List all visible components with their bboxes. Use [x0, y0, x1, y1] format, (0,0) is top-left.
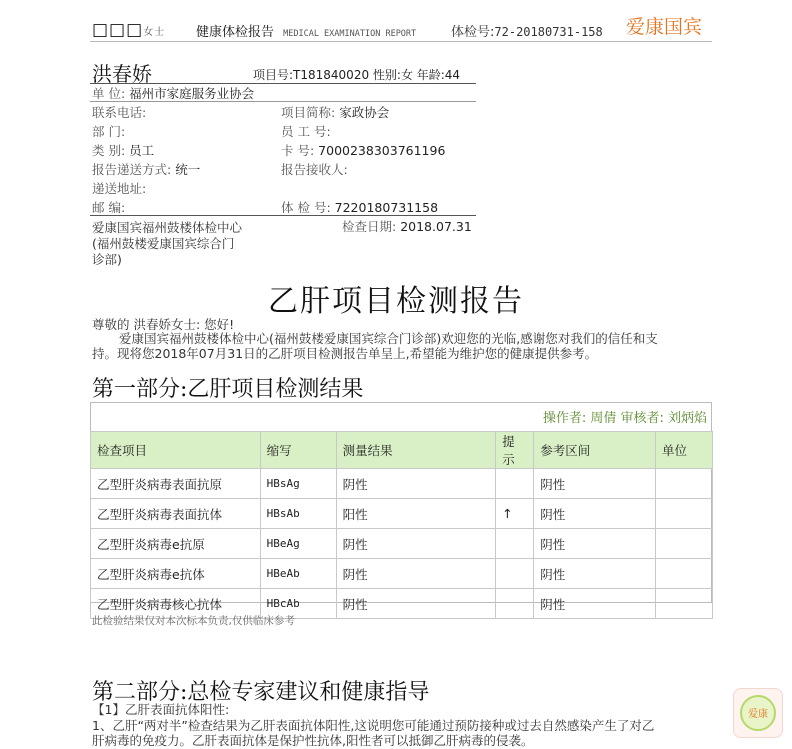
cell-hint: [496, 469, 534, 499]
cell-reference: 阴性: [534, 529, 656, 559]
results-table: [90, 431, 713, 619]
cell-unit: [656, 559, 713, 589]
cell-item: 乙型肝炎病毒e抗原: [91, 529, 261, 559]
unit-value: 福州市家庭服务业协会: [129, 86, 255, 101]
exam-date-row: 检查日期: 2018.07.31: [342, 219, 472, 234]
cell-abbr: HBcAb: [260, 589, 336, 619]
corner-logo: [733, 688, 783, 738]
cell-item: 乙型肝炎病毒表面抗体: [91, 499, 261, 529]
cell-item: 乙型肝炎病毒表面抗原: [91, 469, 261, 499]
col-result: 测量结果: [336, 432, 496, 469]
delivery-row: 报告递送方式: 统一: [92, 162, 201, 177]
section1-title: 第一部分:乙肝项目检测结果: [92, 377, 364, 402]
center-name-line3: 诊部): [92, 252, 122, 267]
cell-hint: [496, 559, 534, 589]
department-row: 部 门:: [92, 124, 126, 139]
table-row: [91, 529, 713, 559]
exam-id-row: 体 检 号: 7220180731158: [281, 200, 439, 215]
cell-item: 乙型肝炎病毒e抗体: [91, 559, 261, 589]
advice-line-2: 肝病毒的免疫力。乙肝表面抗体是保护性抗体,阳性者可以抵御乙肝病毒的侵袭。: [92, 733, 534, 748]
intro-line-2: 持。现将您2018年07月31日的乙肝项目检测报告单呈上,希望能为维护您的健康提供参考。: [92, 346, 598, 361]
header-exam-number: 体检号:72-20180731-158: [451, 25, 603, 40]
receiver-row: 报告接收人:: [281, 162, 348, 177]
col-unit: 单位: [656, 432, 713, 469]
intro-line-1: 爱康国宾福州鼓楼体检中心(福州鼓楼爱康国宾综合门诊部)欢迎您的光临,感谢您对我们的信任和支: [119, 331, 658, 346]
project-line: 项目号:T181840020 性别:女 年龄:44: [253, 68, 461, 82]
category-row: 类 别: 员工: [92, 143, 155, 158]
cell-reference: 阴性: [534, 559, 656, 589]
table-row: [91, 559, 713, 589]
table-row: [91, 469, 713, 499]
cell-abbr: HBeAb: [260, 559, 336, 589]
phone-row: 联系电话:: [92, 105, 147, 120]
employee-number-row: 员 工 号:: [281, 124, 331, 139]
cell-reference: 阴性: [534, 469, 656, 499]
cell-unit: [656, 529, 713, 559]
report-title: 乙肝项目检测报告: [268, 284, 524, 319]
header-divider: [90, 41, 712, 42]
cell-result: 阴性: [336, 529, 496, 559]
cell-abbr: HBeAg: [260, 529, 336, 559]
report-header-title: 健康体检报告 MEDICAL EXAMINATION REPORT: [196, 25, 417, 40]
cell-hint: ↑: [496, 499, 534, 529]
recipient-title: 女士: [143, 27, 166, 38]
cell-result: 阴性: [336, 589, 496, 619]
col-reference: 参考区间: [534, 432, 656, 469]
brand-logo-text: 爱康国宾: [626, 16, 703, 38]
cell-abbr: HBsAb: [260, 499, 336, 529]
cell-result: 阴性: [336, 559, 496, 589]
unit-row: 单 位: 福州市家庭服务业协会: [92, 86, 255, 101]
patient-name: 洪春娇: [92, 62, 152, 86]
advice-line-1: 1、乙肝“两对半”检查结果为乙肝表面抗体阳性,这说明您可能通过预防接种或过去自然感染产生了对乙: [92, 718, 655, 733]
cell-reference: 阴性: [534, 499, 656, 529]
center-name-line2: (福州鼓楼爱康国宾综合门: [92, 236, 235, 251]
cell-result: 阳性: [336, 499, 496, 529]
report-header-title-en: MEDICAL EXAMINATION REPORT: [283, 29, 417, 39]
section2-title: 第二部分:总检专家建议和健康指导: [92, 680, 430, 705]
results-disclaimer: 此检验结果仅对本次标本负责,仅供临床参考: [92, 615, 295, 627]
cell-result: 阴性: [336, 469, 496, 499]
operators-line: 操作者: 周倩 审核者: 刘炳焰: [542, 411, 707, 426]
zip-row: 邮 编:: [92, 200, 126, 215]
cell-reference: 阴性: [534, 589, 656, 619]
cell-unit: [656, 469, 713, 499]
greeting: 尊敬的 洪春娇女士: 您好!: [92, 317, 235, 332]
col-abbr: 缩写: [260, 432, 336, 469]
card-row: 卡 号: 7000238303761196: [281, 143, 446, 158]
table-row: [91, 499, 713, 529]
cell-unit: [656, 589, 713, 619]
results-header-row: [91, 432, 713, 469]
col-hint: 提示: [496, 432, 534, 469]
unit-divider: [90, 101, 476, 102]
cell-hint: [496, 529, 534, 559]
cell-unit: [656, 499, 713, 529]
logo-text: 爱康: [748, 709, 768, 720]
cell-hint: [496, 589, 534, 619]
cell-item: 乙型肝炎病毒核心抗体: [91, 589, 261, 619]
project-abbr-row: 项目简称: 家政协会: [281, 105, 390, 120]
recipient-name-placeholder: □□□女士: [92, 20, 166, 40]
col-item: 检查项目: [91, 432, 261, 469]
center-name-line1: 爱康国宾福州鼓楼体检中心: [92, 220, 243, 235]
address-row: 递送地址:: [92, 181, 147, 196]
advice-heading: 【1】乙肝表面抗体阳性:: [92, 702, 230, 717]
cell-abbr: HBsAg: [260, 469, 336, 499]
info-divider: [90, 215, 476, 216]
